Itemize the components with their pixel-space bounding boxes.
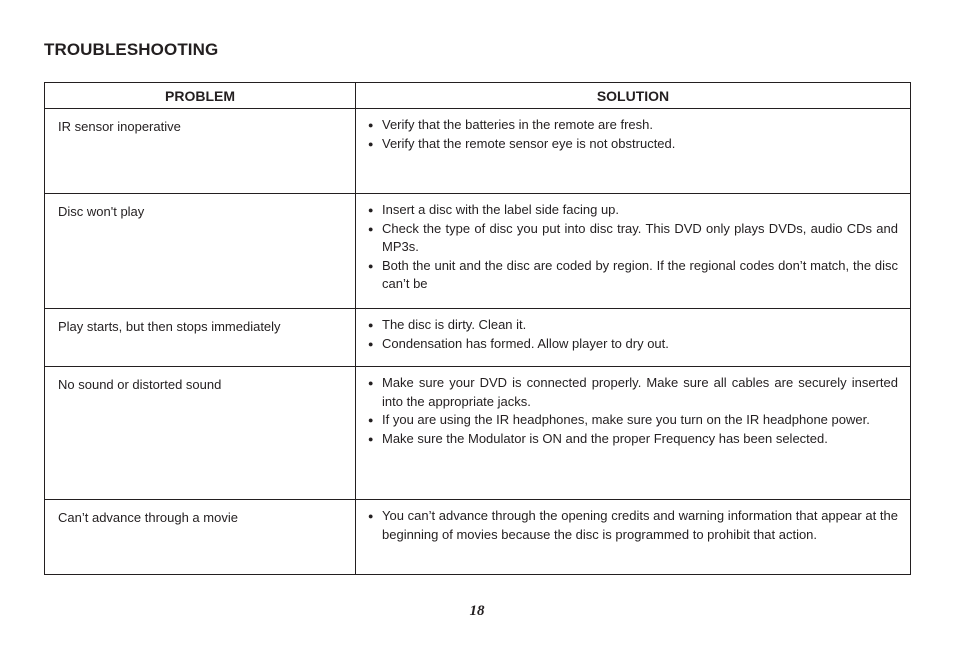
problem-text: IR sensor inoperative	[58, 119, 181, 134]
problem-column-header: PROBLEM	[45, 83, 356, 109]
solution-list	[356, 500, 910, 544]
solution-item: ● Make sure the Modulator is ON and the proper Frequency has been selected.	[368, 430, 898, 449]
problem-cell	[45, 367, 356, 500]
solution-item: ● If you are using the IR headphones, make sure you turn on the IR headphone power.	[368, 411, 898, 430]
table-row	[45, 367, 911, 500]
problem-text: Play starts, but then stops immediately	[58, 319, 281, 334]
solution-cell	[356, 194, 911, 309]
problem-cell	[45, 309, 356, 367]
solution-item: ● Check the type of disc you put into disc tray. This DVD only plays DVDs, audio CDs and MP3s.	[368, 220, 898, 257]
solution-item: ● Verify that the remote sensor eye is not obstructed.	[368, 135, 898, 154]
table-header-row	[45, 83, 911, 109]
solution-item: ● Both the unit and the disc are coded by region. If the regional codes don’t match, the disc can’t be	[368, 257, 898, 294]
solution-item: ● Make sure your DVD is connected properly. Make sure all cables are securely inserted into the appropriate jacks.	[368, 374, 898, 411]
table-row	[45, 109, 911, 194]
solution-list	[356, 309, 910, 353]
solution-cell	[356, 367, 911, 500]
solution-item: ● Insert a disc with the label side facing up.	[368, 201, 898, 220]
problem-text: Disc won't play	[58, 204, 145, 219]
problem-text: No sound or distorted sound	[58, 377, 222, 392]
solution-item: ● The disc is dirty. Clean it.	[368, 316, 898, 335]
solution-cell	[356, 309, 911, 367]
solution-cell	[356, 109, 911, 194]
solution-cell	[356, 500, 911, 575]
page-number: 18	[469, 603, 485, 619]
table-row	[45, 194, 911, 309]
page-title: TROUBLESHOOTING	[44, 40, 219, 59]
solution-list	[356, 194, 910, 294]
troubleshooting-table	[44, 82, 911, 575]
problem-text: Can’t advance through a movie	[58, 510, 238, 525]
solution-list	[356, 367, 910, 448]
solution-item: ● You can’t advance through the opening credits and warning information that appear at the beginning of movies because the disc is programmed to prohibit that action.	[368, 507, 898, 544]
table-row	[45, 309, 911, 367]
problem-cell	[45, 109, 356, 194]
solution-item: ● Condensation has formed. Allow player to dry out.	[368, 335, 898, 354]
solution-column-header: SOLUTION	[356, 83, 911, 109]
problem-cell	[45, 500, 356, 575]
solution-item: ● Verify that the batteries in the remote are fresh.	[368, 116, 898, 135]
problem-cell	[45, 194, 356, 309]
solution-list	[356, 109, 910, 153]
table-row	[45, 500, 911, 575]
